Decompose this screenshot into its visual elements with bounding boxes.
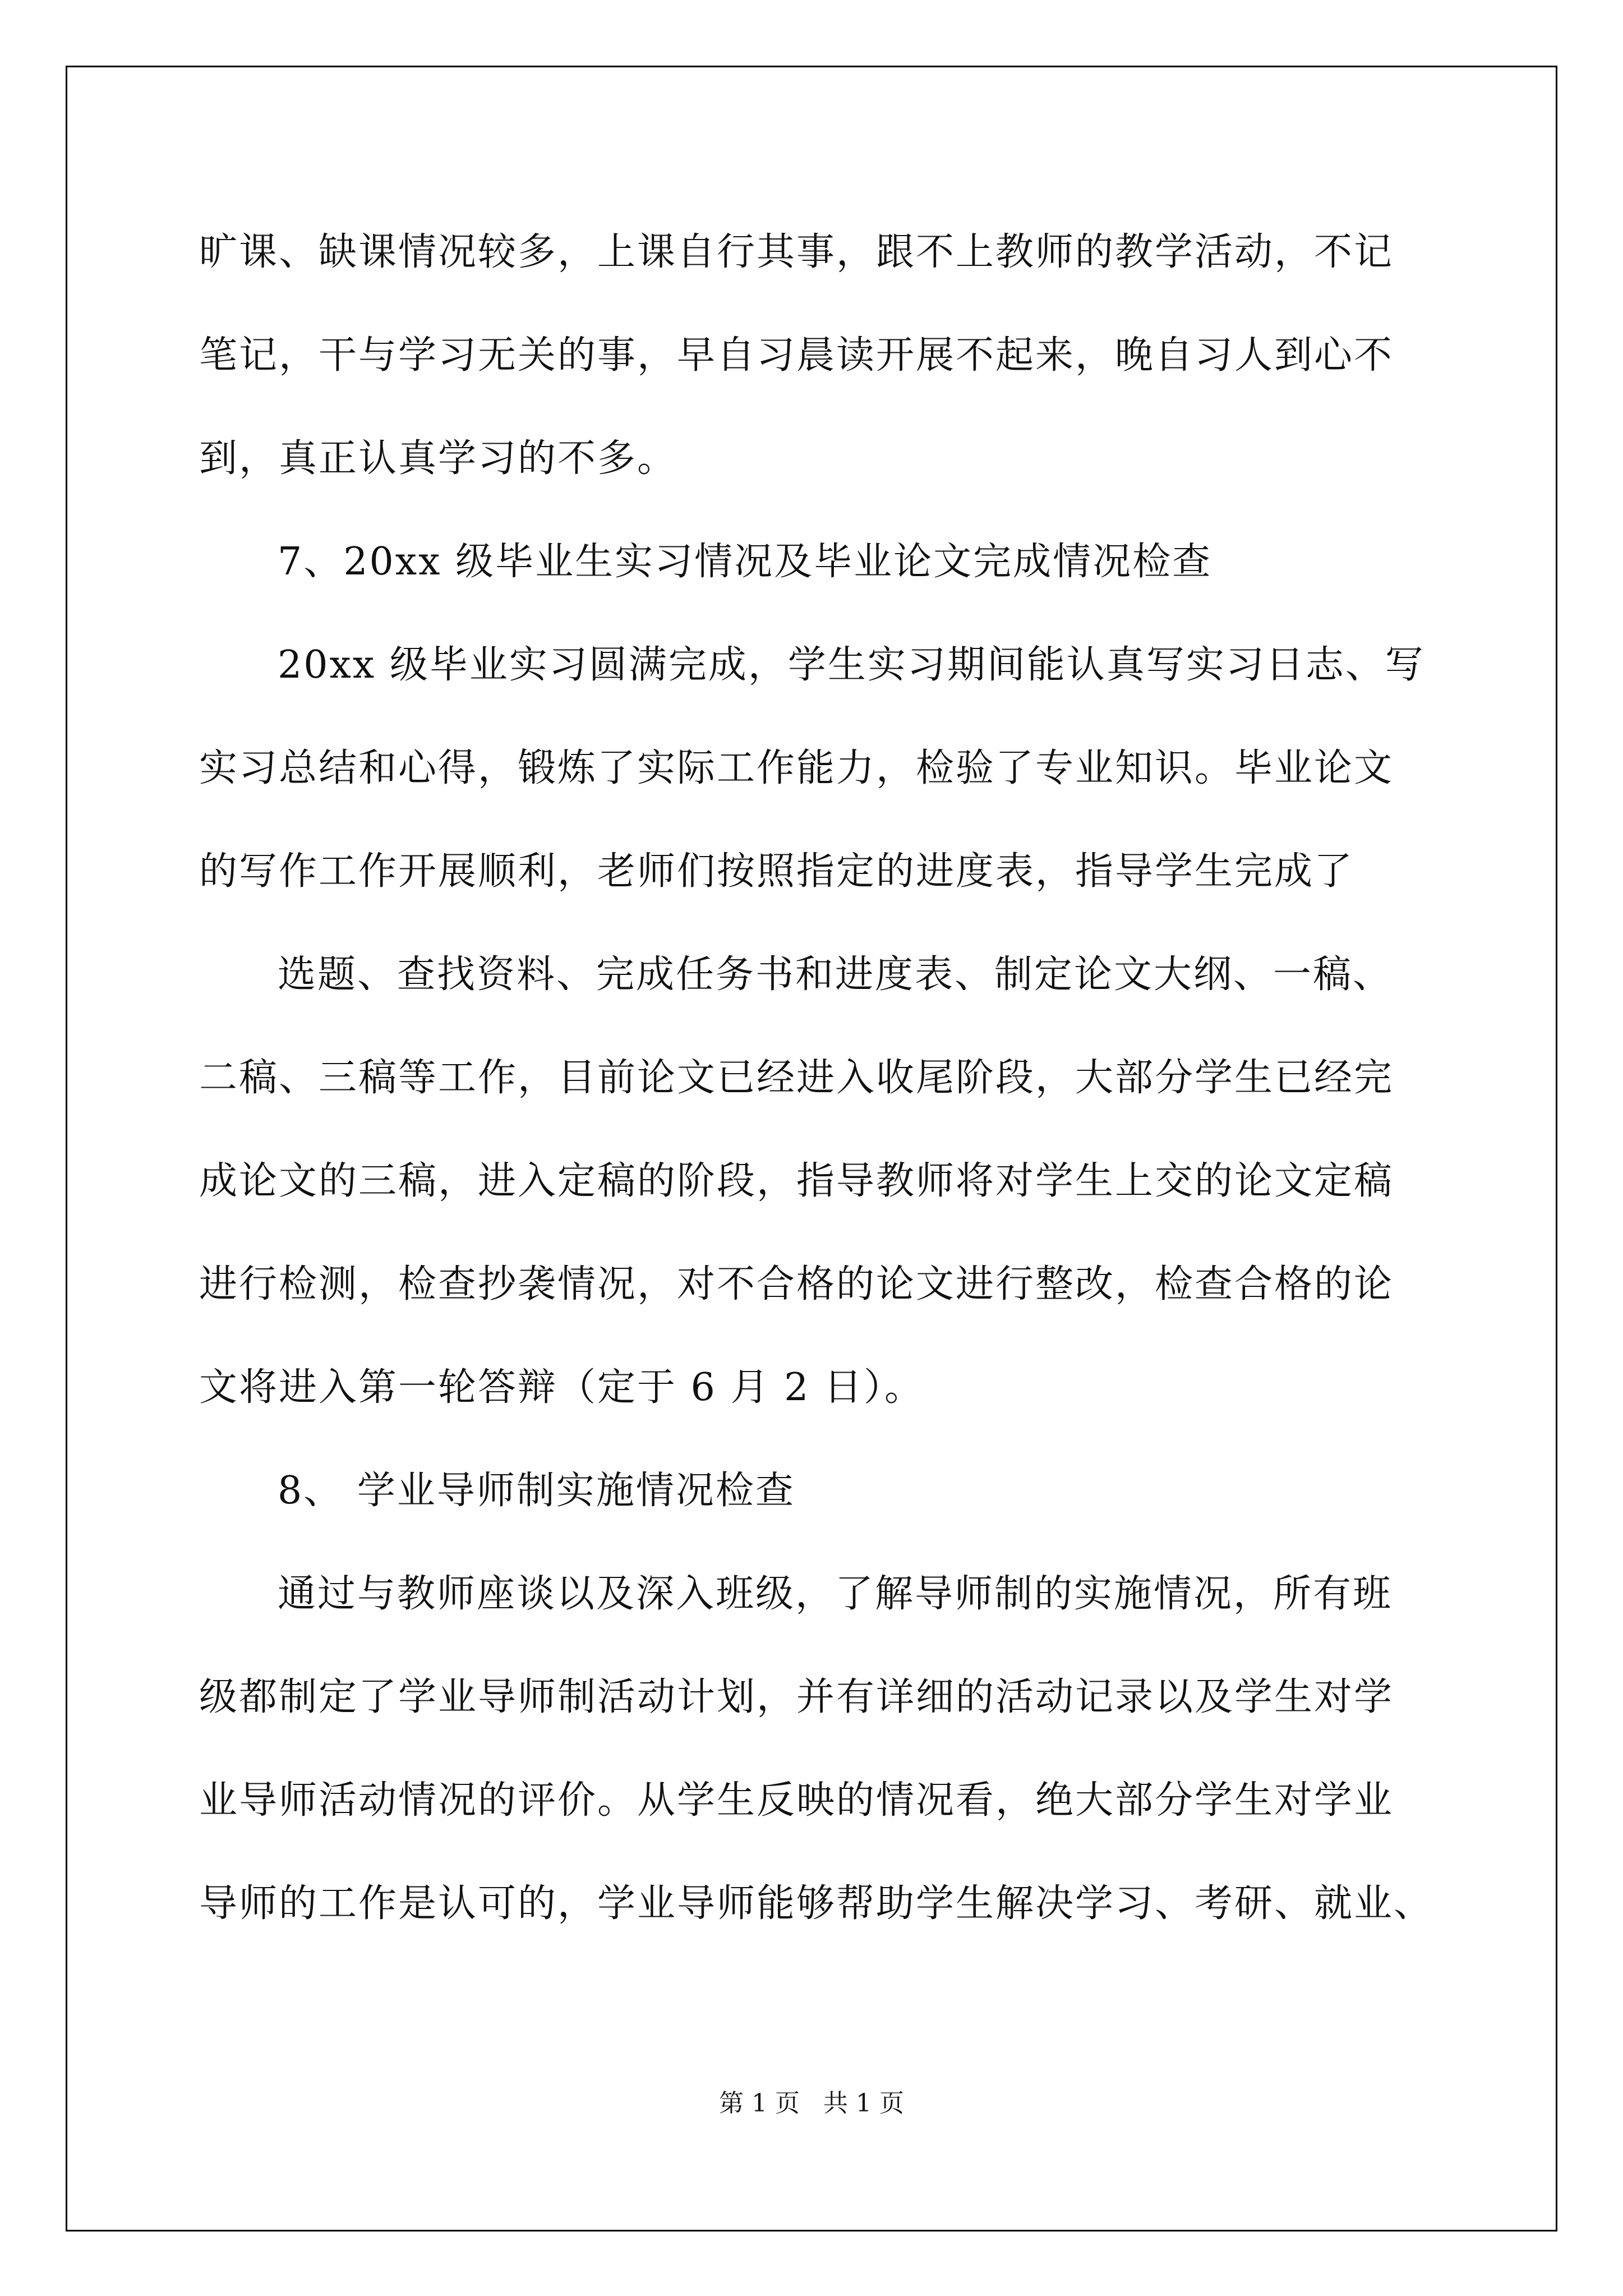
body-text-line: 导师的工作是认可的，学业导师能够帮助学生解决学习、考研、就业、 bbox=[199, 1881, 1434, 1926]
section-heading-7: 7、20xx 级毕业生实习情况及毕业论文完成情况检查 bbox=[278, 540, 1212, 584]
body-text-line: 旷课、缺课情况较多，上课自行其事，跟不上教师的教学活动，不记 bbox=[199, 230, 1394, 274]
body-text-line: 业导师活动情况的评价。从学生反映的情况看，绝大部分学生对学业 bbox=[199, 1778, 1394, 1823]
body-text-line: 级都制定了学业导师制活动计划，并有详细的活动记录以及学生对学 bbox=[199, 1675, 1394, 1719]
page-footer: 第 1 页 共 1 页 bbox=[719, 2089, 904, 2118]
body-text-line: 20xx 级毕业实习圆满完成，学生实习期间能认真写实习日志、写 bbox=[278, 643, 1425, 687]
body-text-line: 选题、查找资料、完成任务书和进度表、制定论文大纲、一稿、 bbox=[278, 953, 1393, 997]
body-text-line: 到，真正认真学习的不多。 bbox=[199, 436, 677, 481]
body-text-line: 实习总结和心得，锻炼了实际工作能力，检验了专业知识。毕业论文 bbox=[199, 746, 1394, 790]
body-text-line: 二稿、三稿等工作，目前论文已经进入收尾阶段，大部分学生已经完 bbox=[199, 1056, 1394, 1100]
body-text-line: 成论文的三稿，进入定稿的阶段，指导教师将对学生上交的论文定稿 bbox=[199, 1159, 1394, 1203]
body-text-line: 进行检测，检查抄袭情况，对不合格的论文进行整改，检查合格的论 bbox=[199, 1262, 1394, 1306]
body-text-line: 的写作工作开展顺利，老师们按照指定的进度表，指导学生完成了 bbox=[199, 849, 1354, 894]
body-text-line: 文将进入第一轮答辩（定于 6 月 2 日）。 bbox=[199, 1365, 924, 1410]
body-text-line: 笔记，干与学习无关的事，早自习晨读开展不起来，晚自习人到心不 bbox=[199, 333, 1394, 378]
body-text-line: 通过与教师座谈以及深入班级，了解导师制的实施情况，所有班 bbox=[278, 1572, 1393, 1616]
section-heading-8: 8、 学业导师制实施情况检查 bbox=[278, 1469, 795, 1513]
